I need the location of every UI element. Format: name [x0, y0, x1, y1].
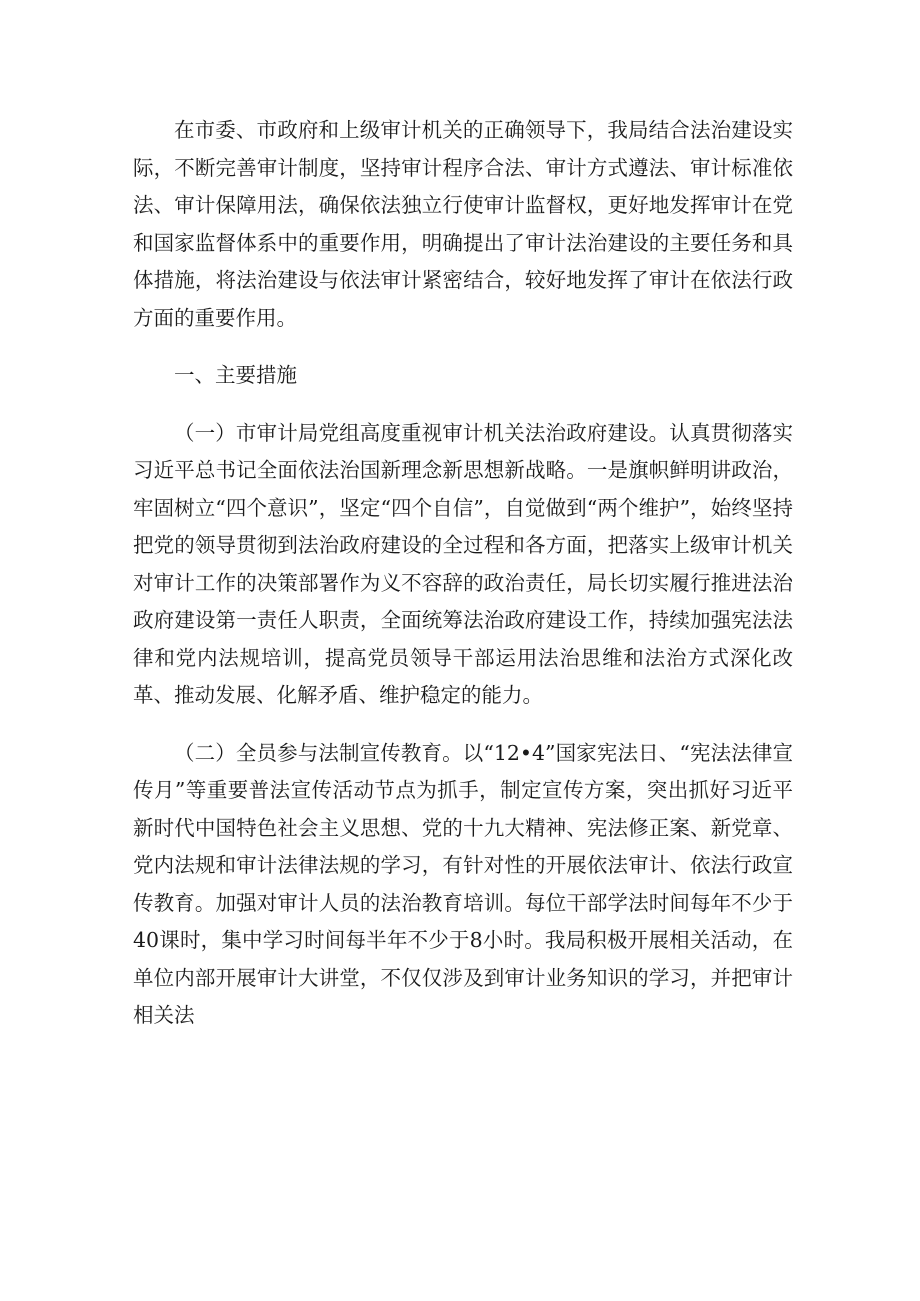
- section-heading-main-measures: 一、主要措施: [174, 363, 297, 387]
- document-body: [133, 112, 793, 1055]
- intro-paragraph: 在市委、市政府和上级审计机关的正确领导下，我局结合法治建设实际，不断完善审计制度，坚持审计程序合法、审计方式遵法、审计标准依法、审计保障用法，确保依法独立行使审计监督权，更好地发挥审计在党和国家监督体系中的重要作用，明确提出了审计法治建设的主要任务和具体措施，将法治建设与依法审计紧密结合，较好地发挥了审计在依法行政方面的重要作用。: [133, 118, 793, 330]
- measure-paragraph-2: （二）全员参与法制宣传教育。以“12•4”国家宪法日、“宪法法律宣传月”等重要普法宣传活动节点为抓手，制定宣传方案，突出抓好习近平新时代中国特色社会主义思想、党的十九大精神、宪法修正案、新党章、党内法规和审计法律法规的学习，有针对性的开展依法审计、依法行政宣传教育。加强对审计人员的法治教育培训。每位干部学法时间每年不少于40课时，集中学习时间每半年不少于8小时。我局积极开展相关活动，在单位内部开展审计大讲堂，不仅仅涉及到审计业务知识的学习，并把审计相关法: [133, 740, 793, 1027]
- measure-paragraph-1: （一）市审计局党组高度重视审计机关法治政府建设。认真贯彻落实习近平总书记全面依法治国新理念新思想新战略。一是旗帜鲜明讲政治，牢固树立“四个意识”，坚定“四个自信”，自觉做到“两个维护”，始终坚持把党的领导贯彻到法治政府建设的全过程和各方面，把落实上级审计机关对审计工作的决策部署作为义不容辞的政治责任，局长切实履行推进法治政府建设第一责任人职责，全面统筹法治政府建设工作，持续加强宪法法律和党内法规培训，提高党员领导干部运用法治思维和法治方式深化改革、推动发展、化解矛盾、维护稳定的能力。: [133, 420, 793, 707]
